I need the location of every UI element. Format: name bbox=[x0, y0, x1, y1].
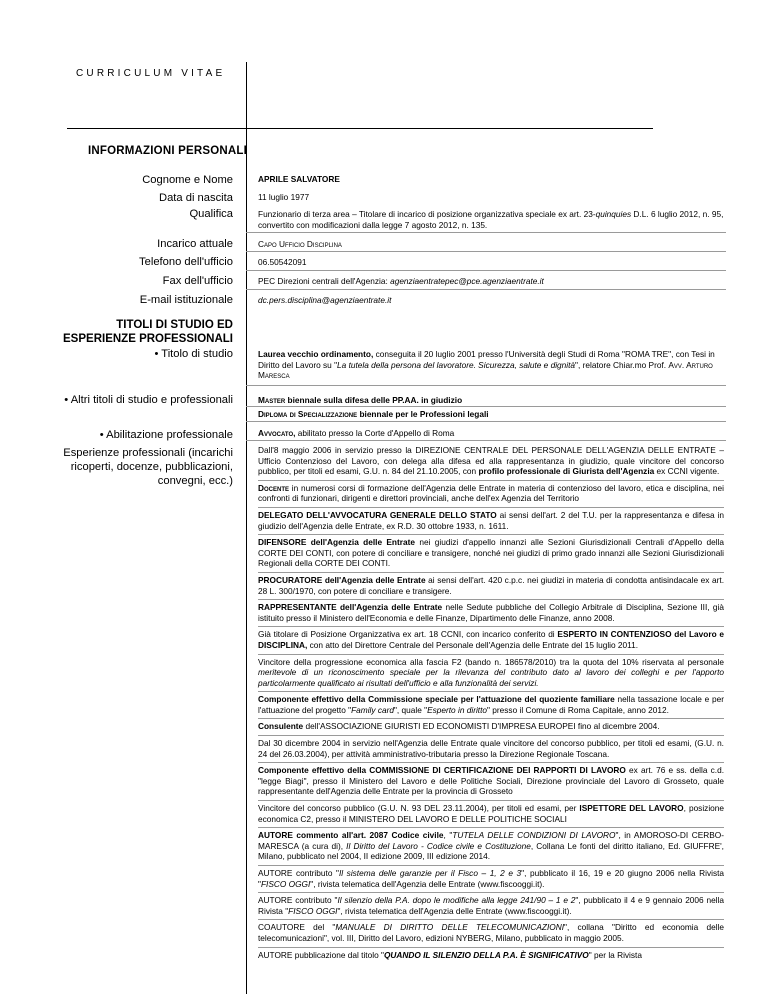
row-divider bbox=[246, 385, 726, 386]
list-item: RAPPRESENTANTE dell'Agenzia delle Entrate nelle Sedute pubbliche del Collegio Arbitrale di Disciplina, Sezione III, già istituito presso il Ministero dell'Economia e delle Finanze, Dipartimento delle Finanze, anno 2008. bbox=[258, 600, 724, 627]
row-divider bbox=[246, 440, 726, 441]
list-item: Componente effettivo della Commissione speciale per l'attuazione del quoziente familiare nella tassazione locale e per l'attuazione del progetto "Family card", quale "Esperto in diritto" presso il Comune di Roma Capitale, anno 2012. bbox=[258, 692, 724, 719]
name-label: Cognome e Nome bbox=[142, 174, 233, 186]
esperienze-label: Esperienze professionali (incarichi ricoperti, docenze, pubblicazioni, convegni, ecc.) bbox=[63, 447, 233, 487]
fax-label: Fax dell'ufficio bbox=[162, 275, 233, 287]
telefono-value: 06.50542091 bbox=[258, 257, 307, 267]
diploma-value: Diploma di Specializzazione biennale per le Professioni legali bbox=[258, 409, 489, 419]
list-item: Dal 30 dicembre 2004 in servizio nell'Agenzia delle Entrate quale vincitore del concorso pubblico, per titoli ed esami, (G.U. n. 24 del 26.03.2004), per attività amministrativo-tributaria presso la Direzione Regionale Toscana. bbox=[258, 736, 724, 763]
row-divider bbox=[246, 251, 726, 252]
list-item: Già titolare di Posizione Organizzativa ex art. 18 CCNI, con incarico conferito di ESPERTO IN CONTENZIOSO del Lavoro e DISCIPLINA, con atto del Direttore Centrale del Personale dell'Agenzia delle Entrate del 15 luglio 2011. bbox=[258, 627, 724, 654]
row-divider bbox=[246, 232, 726, 233]
altri-titoli-label: • Altri titoli di studio e professionali bbox=[64, 394, 233, 406]
name-value: APRILE SALVATORE bbox=[258, 174, 340, 184]
header-divider bbox=[67, 128, 653, 129]
list-item: AUTORE contributo "Il silenzio della P.A. dopo le modifiche alla legge 241/90 – 1 e 2", pubblicato il 4 e 9 gennaio 2006 nella Rivista "FISCO OGGI", rivista telematica dell'Agenzia delle Entrate (www.fiscooggi.it). bbox=[258, 893, 724, 920]
incarico-value: Capo Ufficio Disciplina bbox=[258, 239, 342, 249]
row-divider bbox=[246, 289, 726, 290]
document-title: CURRICULUM VITAE bbox=[76, 68, 226, 79]
email-label: E-mail istituzionale bbox=[139, 294, 233, 306]
vertical-divider bbox=[246, 62, 247, 994]
email-value: dc.pers.disciplina@agenziaentrate.it bbox=[258, 295, 392, 305]
list-item: AUTORE pubblicazione dal titolo "QUANDO IL SILENZIO DELLA P.A. È SIGNIFICATIVO" per la Rivista bbox=[258, 949, 642, 960]
list-item: AUTORE contributo "Il sistema delle garanzie per il Fisco – 1, 2 e 3", pubblicato il 16, 19 e 20 giugno 2006 nella Rivista "FISCO OGGI", rivista telematica dell'Agenzia delle Entrate (www.fiscooggi.it). bbox=[258, 866, 724, 893]
birth-label: Data di nascita bbox=[158, 192, 233, 204]
avvocato-value: Avvocato, abilitato presso la Corte d'Appello di Roma bbox=[258, 428, 455, 438]
section-personal-heading: INFORMAZIONI PERSONALI bbox=[88, 145, 248, 157]
list-item: Vincitore del concorso pubblico (G.U. N. 93 DEL 23.11.2004), per titoli ed esami, per ISPETTORE DEL LAVORO, posizione economica C2, presso il MINISTERO DEL LAVORO E DELLE POLITICHE SOCIALI bbox=[258, 801, 724, 828]
list-item: AUTORE commento all'art. 2087 Codice civile, "TUTELA DELLE CONDIZIONI DI LAVORO", in AMOROSO-DI CERBO-MARESCA (a cura di), Il Diritto del Lavoro - Codice civile e Costituzione, Collana Le fonti del diritto italiano, Ed. GIUFFRE', Milano, pubblicato nel 2004, II edizione 2009, III edizione 2014. bbox=[258, 828, 724, 866]
qualifica-value: Funzionario di terza area – Titolare di incarico di posizione organizzativa speciale ex art. 23-quinquies D.L. 6 luglio 2012, n. 95, convertito con modificazioni dalla legge 7 agosto 2012, n. 135. bbox=[258, 209, 724, 230]
row-divider bbox=[246, 406, 726, 407]
qualifica-label: Qualifica bbox=[189, 208, 233, 220]
row-divider bbox=[246, 421, 726, 422]
abilitazione-label: • Abilitazione professionale bbox=[99, 429, 233, 441]
list-item: DIFENSORE dell'Agenzia delle Entrate nei giudizi d'appello innanzi alle Sezioni Giurisdizionali Centrali d'Appello della CORTE DEI CONTI, con potere di conciliare e transigere, nonché nei giudizi di primo grado innanzi alle Sezioni Giurisdizionali Regionali della CORTE DEI CONTI. bbox=[258, 535, 724, 573]
titolo-value: Laurea vecchio ordinamento, conseguita il 20 luglio 2001 presso l'Università degli Studi di Roma "ROMA TRE", con Tesi in Diritto del Lavoro su "La tutela della persona del lavoratore. Sicurezza, salute e dignità", relatore Chiar.mo Prof. Avv. Arturo Maresca bbox=[258, 349, 715, 381]
list-item: PROCURATORE dell'Agenzia delle Entrate ai sensi dell'art. 420 c.p.c. nei giudizi in materia di condotta antisindacale ex art. 28 L. 300/1970, con potere di conciliare e transigere. bbox=[258, 573, 724, 600]
list-item: Vincitore della progressione economica alla fascia F2 (bando n. 186578/2010) tra la quota del 10% riservata al personale meritevole di un riconoscimento speciale per la rilevanza del contributo dato al lavoro dei colleghi e per l'apporto particolarmente qualificato ai risultati dell'ufficio e alla funzionalità dei servizi. bbox=[258, 655, 724, 693]
row-divider bbox=[246, 270, 726, 271]
list-item: COAUTORE del "MANUALE DI DIRITTO DELLE TELECOMUNICAZIONI", collana "Diritto ed economia delle telecomunicazioni", vol. III, Diritto del Lavoro, edizioni NYBERG, Milano, pubblicato in maggio 2005. bbox=[258, 920, 724, 947]
experience-list bbox=[258, 443, 724, 963]
list-item: Docente in numerosi corsi di formazione dell'Agenzia delle Entrate in materia di contenzioso del lavoro, etica e disciplina, nei confronti di funzionari, dirigenti e direttori provinciali, anche dell'ex Agenzia del Territorio bbox=[258, 481, 724, 508]
titolo-label: • Titolo di studio bbox=[154, 348, 233, 360]
list-item: DELEGATO DELL'AVVOCATURA GENERALE DELLO STATO ai sensi dell'art. 2 del T.U. per la rappresentanza e difesa in giudizio dell'Agenzia delle Entrate, ex R.D. 30 ottobre 1933, n. 1611. bbox=[258, 508, 724, 535]
list-item: Dall'8 maggio 2006 in servizio presso la DIREZIONE CENTRALE DEL PERSONALE DELL'AGENZIA DELLE ENTRATE – Ufficio Contenzioso del Lavoro, con delega alla difesa ed alla rappresentanza in giudizio, quale vincitore del concorso pubblico, per titoli ed esami, G.U. n. 84 del 21.10.2005, con profilo professionale di Giurista dell'Agenzia ex CCNI vigente. bbox=[258, 443, 724, 481]
list-item: Consulente dell'ASSOCIAZIONE GIURISTI ED ECONOMISTI D'IMPRESA EUROPEI fino al dicembre 2004. bbox=[258, 719, 724, 736]
list-item: Componente effettivo della COMMISSIONE DI CERTIFICAZIONE DEI RAPPORTI DI LAVORO ex art. 76 e ss. della c.d. "legge Biagi", presso il Ministero del Lavoro e delle Politiche Sociali, Direzione provinciale del Lavoro di Grosseto, quale rappresentante dell'Agenzia delle Entrate per la provincia di Grosseto bbox=[258, 763, 724, 801]
master-value: Master biennale sulla difesa delle PP.AA. in giudizio bbox=[258, 395, 463, 405]
section-titles-heading: TITOLI DI STUDIO ED ESPERIENZE PROFESSIONALI bbox=[63, 319, 233, 345]
birth-value: 11 luglio 1977 bbox=[258, 192, 310, 202]
fax-value: PEC Direzioni centrali dell'Agenzia: agenziaentratepec@pce.agenziaentrate.it bbox=[258, 276, 544, 286]
telefono-label: Telefono dell'ufficio bbox=[139, 256, 233, 268]
incarico-label: Incarico attuale bbox=[157, 238, 233, 250]
